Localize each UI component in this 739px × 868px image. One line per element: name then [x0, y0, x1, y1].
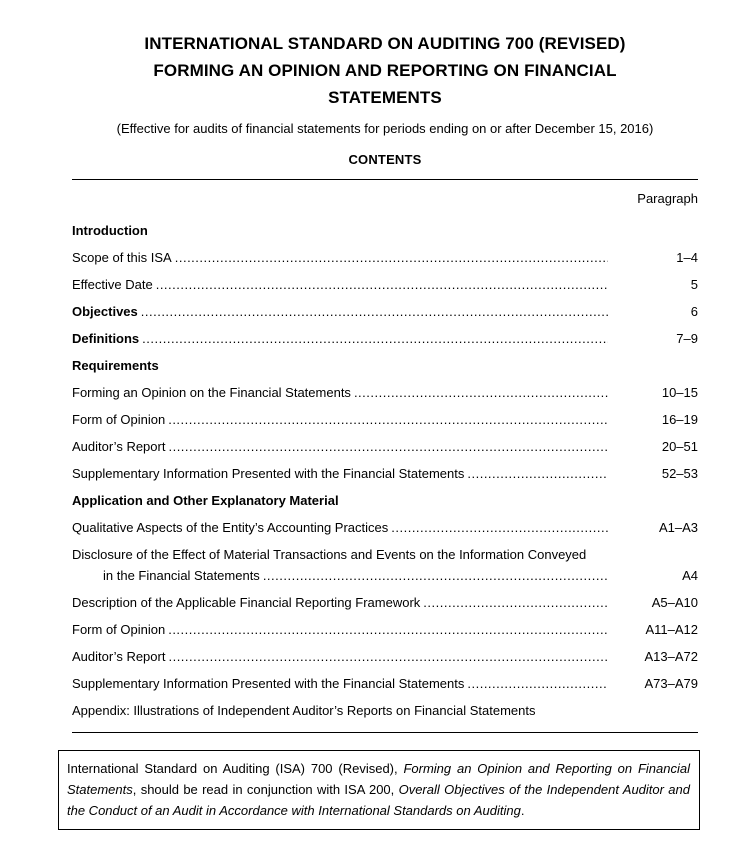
toc-entry-appendix — [72, 691, 698, 718]
dot-leader — [260, 568, 608, 583]
toc-section-application-material — [72, 481, 698, 508]
dot-leader — [388, 520, 608, 535]
toc-entry-label: Qualitative Aspects of the Entity’s Accounting Practices — [72, 520, 389, 535]
toc-entry-label: Form of Opinion — [72, 622, 166, 637]
dot-leader — [420, 595, 608, 610]
toc-heading-label: Requirements — [72, 358, 159, 373]
toc-entry-form-of-opinion-app — [72, 610, 698, 637]
paragraph-column-header: Paragraph — [637, 191, 698, 206]
dot-leader — [165, 412, 608, 427]
toc-entry-label: Objectives — [72, 304, 138, 319]
toc-entry-qualitative-aspects — [72, 508, 698, 535]
toc-entry-disclosure-line2 — [72, 562, 698, 583]
dot-leader — [139, 331, 608, 346]
bottom-divider — [72, 732, 698, 733]
toc-entry-forming-opinion — [72, 373, 698, 400]
toc-entry-disclosure-line1 — [72, 535, 698, 562]
toc-entry-label: Supplementary Information Presented with the Financial Statements — [72, 466, 465, 481]
reference-note-text: International Standard on Auditing (ISA) 700 (Revised), Forming an Opinion and Reporting on Financial Statements, should be read in conjunction with ISA 200, Overall Objectives of the Independent Auditor and the Conduct of an Audit in Accordance with International Standards on Auditing. — [67, 761, 690, 818]
toc-entry-description-framework — [72, 583, 698, 610]
toc-section-introduction — [72, 211, 698, 238]
toc-heading-label: Application and Other Explanatory Material — [72, 493, 339, 508]
toc-entry-label: Supplementary Information Presented with the Financial Statements — [72, 676, 465, 691]
toc-entry-scope — [72, 238, 698, 265]
toc-paragraph-ref: 52–53 — [661, 466, 698, 481]
toc-paragraph-ref: 20–51 — [661, 439, 698, 454]
toc-paragraph-ref: A73–A79 — [644, 676, 698, 691]
toc-paragraph-ref: A4 — [682, 568, 698, 583]
dot-leader — [165, 622, 608, 637]
toc-entry-label: Form of Opinion — [72, 412, 166, 427]
toc-entry-definitions — [72, 319, 698, 346]
title-line-3: STATEMENTS — [328, 88, 442, 107]
dot-leader — [464, 676, 608, 691]
reference-note-box — [58, 750, 700, 830]
toc-paragraph-ref: A1–A3 — [658, 520, 698, 535]
toc-entry-label: Disclosure of the Effect of Material Transactions and Events on the Information Conveyed — [72, 547, 587, 562]
toc-paragraph-ref: 5 — [690, 277, 698, 292]
dot-leader — [153, 277, 608, 292]
toc-entry-label: Effective Date — [72, 277, 153, 292]
title-line-2: FORMING AN OPINION AND REPORTING ON FINANCIAL — [153, 61, 617, 80]
toc-entry-label: Auditor’s Report — [72, 649, 166, 664]
dot-leader — [138, 304, 608, 319]
table-of-contents — [72, 211, 698, 718]
toc-entry-label-continued: in the Financial Statements — [103, 568, 260, 583]
toc-heading-label: Introduction — [72, 223, 148, 238]
toc-entry-objectives — [72, 292, 698, 319]
dot-leader — [165, 649, 608, 664]
toc-paragraph-ref: 10–15 — [661, 385, 698, 400]
toc-entry-form-of-opinion — [72, 400, 698, 427]
toc-entry-auditors-report-app — [72, 637, 698, 664]
toc-entry-supplementary-info — [72, 454, 698, 481]
title-line-1: INTERNATIONAL STANDARD ON AUDITING 700 (REVISED) — [144, 34, 626, 53]
toc-entry-label: Forming an Opinion on the Financial Statements — [72, 385, 351, 400]
toc-paragraph-ref: 7–9 — [676, 331, 698, 346]
toc-entry-label: Auditor’s Report — [72, 439, 166, 454]
toc-paragraph-ref: 6 — [690, 304, 698, 319]
toc-paragraph-ref: 16–19 — [661, 412, 698, 427]
dot-leader — [351, 385, 608, 400]
toc-entry-auditors-report — [72, 427, 698, 454]
toc-entry-label: Appendix: Illustrations of Independent Auditor’s Reports on Financial Statements — [72, 703, 536, 718]
contents-heading: CONTENTS — [348, 152, 422, 167]
top-divider — [72, 179, 698, 180]
toc-paragraph-ref: A5–A10 — [651, 595, 698, 610]
toc-entry-effective-date — [72, 265, 698, 292]
dot-leader — [464, 466, 608, 481]
dot-leader — [165, 439, 608, 454]
toc-section-requirements — [72, 346, 698, 373]
dot-leader — [172, 250, 608, 265]
toc-entry-label: Description of the Applicable Financial Reporting Framework — [72, 595, 421, 610]
toc-entry-label: Definitions — [72, 331, 140, 346]
toc-paragraph-ref: 1–4 — [676, 250, 698, 265]
toc-paragraph-ref: A13–A72 — [644, 649, 698, 664]
effective-date-note: (Effective for audits of financial statements for periods ending on or after December 15, 2016) — [116, 121, 654, 136]
page-title — [72, 0, 698, 111]
toc-paragraph-ref: A11–A12 — [645, 622, 698, 637]
toc-entry-label: Scope of this ISA — [72, 250, 172, 265]
toc-entry-supplementary-info-app — [72, 664, 698, 691]
